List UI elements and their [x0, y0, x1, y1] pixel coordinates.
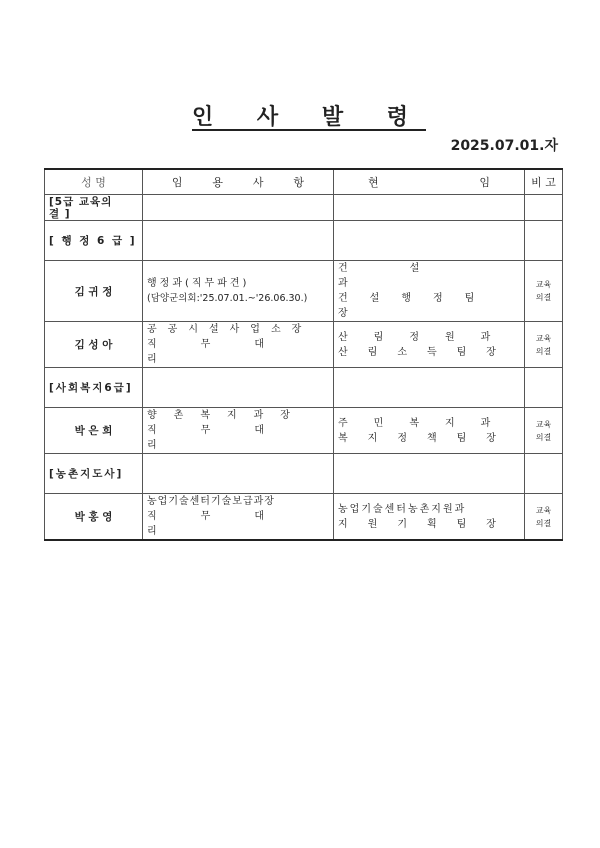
current-cell: 건설과 건설행정팀장	[334, 261, 525, 322]
title-text: 인 사 발 령	[192, 105, 426, 130]
effective-date: 2025.07.01.자	[450, 138, 558, 154]
employee-name: 박 은 희	[45, 408, 143, 454]
appointment-cell: 공공시설사업소장 직무대리	[143, 322, 334, 368]
note-cell: 교육 의결	[525, 261, 563, 322]
section-label: [5급 교육의 결 ]	[45, 195, 143, 221]
table-row	[45, 322, 563, 368]
table-row	[45, 261, 563, 322]
appointment-cell: 행정과(직무파견) (담양군의회:'25.07.01.~'26.06.30.)	[143, 261, 334, 322]
note-cell: 교육 의결	[525, 494, 563, 541]
header-appointment: 임 용 사 항	[143, 169, 334, 195]
section-row	[45, 454, 563, 494]
personnel-table	[44, 168, 563, 541]
header-current: 현 임	[334, 169, 525, 195]
table-row	[45, 494, 563, 541]
header-row	[45, 169, 563, 195]
appointment-cell: 향촌복지과장 직무대리	[143, 408, 334, 454]
employee-name: 박 홍 영	[45, 494, 143, 541]
note-cell: 교육 의결	[525, 408, 563, 454]
current-cell: 주민복지과 복지정책팀장	[334, 408, 525, 454]
section-row	[45, 195, 563, 221]
header-note: 비 고	[525, 169, 563, 195]
section-label: [사회복지6급]	[45, 368, 143, 408]
current-cell: 산림정원과 산림소득팀장	[334, 322, 525, 368]
section-label: [농촌지도사]	[45, 454, 143, 494]
employee-name: 김 성 아	[45, 322, 143, 368]
document-title	[0, 100, 600, 131]
section-row	[45, 368, 563, 408]
note-cell: 교육 의결	[525, 322, 563, 368]
section-label: [ 행 정 6 급 ]	[45, 221, 143, 261]
employee-name: 김 귀 정	[45, 261, 143, 322]
header-name: 성 명	[45, 169, 143, 195]
current-cell: 농업기술센터농촌지원과 지원기획팀장	[334, 494, 525, 541]
table-row	[45, 408, 563, 454]
section-row	[45, 221, 563, 261]
appointment-cell: 농업기술센터기술보급과장 직무대리	[143, 494, 334, 541]
